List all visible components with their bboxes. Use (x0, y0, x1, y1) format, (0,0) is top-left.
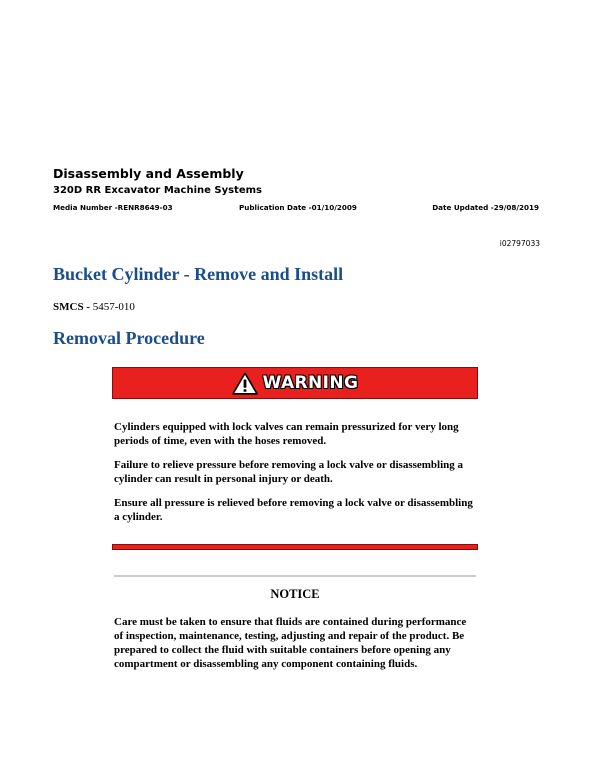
smcs-value: 5457-010 (92, 301, 135, 313)
notice-text: Care must be taken to ensure that fluids are contained during performance of inspection, maintenance, testing, adjusting and repair of the product. Be prepared to collect the fluid with suitable containers before opening any compartment or disassembling any component containing fluids. (114, 616, 467, 670)
section-title: Bucket Cylinder - Remove and Install (53, 264, 344, 284)
warning-bottom-bar (112, 544, 478, 550)
warning-label-group (232, 372, 359, 395)
notice-divider (114, 575, 476, 577)
smcs-code (53, 301, 135, 313)
warning-label: WARNING (262, 373, 359, 393)
warning-triangle-icon (232, 372, 258, 395)
notice-heading: NOTICE (270, 587, 320, 601)
document-id: i02797033 (499, 239, 540, 248)
warning-paragraph: Failure to relieve pressure before removing a lock valve or disassembling a cylinder can result in personal injury or death. (114, 459, 464, 485)
date-updated: Date Updated -29/08/2019 (432, 203, 539, 212)
document-header (53, 166, 543, 215)
smcs-label: SMCS - (53, 301, 90, 313)
document-title: Disassembly and Assembly (53, 166, 244, 181)
warning-paragraph: Ensure all pressure is relieved before removing a lock valve or disassembling a cylinder. (114, 497, 473, 523)
metadata-row (53, 203, 543, 215)
media-number: Media Number -RENR8649-03 (53, 203, 173, 212)
procedure-title: Removal Procedure (53, 328, 205, 348)
publication-date: Publication Date -01/10/2009 (239, 203, 357, 212)
warning-banner (112, 367, 478, 399)
warning-paragraph: Cylinders equipped with lock valves can remain pressurized for very long periods of time, even with the hoses removed. (114, 421, 459, 447)
warning-text (114, 420, 476, 534)
document-subtitle: 320D RR Excavator Machine Systems (53, 185, 262, 196)
